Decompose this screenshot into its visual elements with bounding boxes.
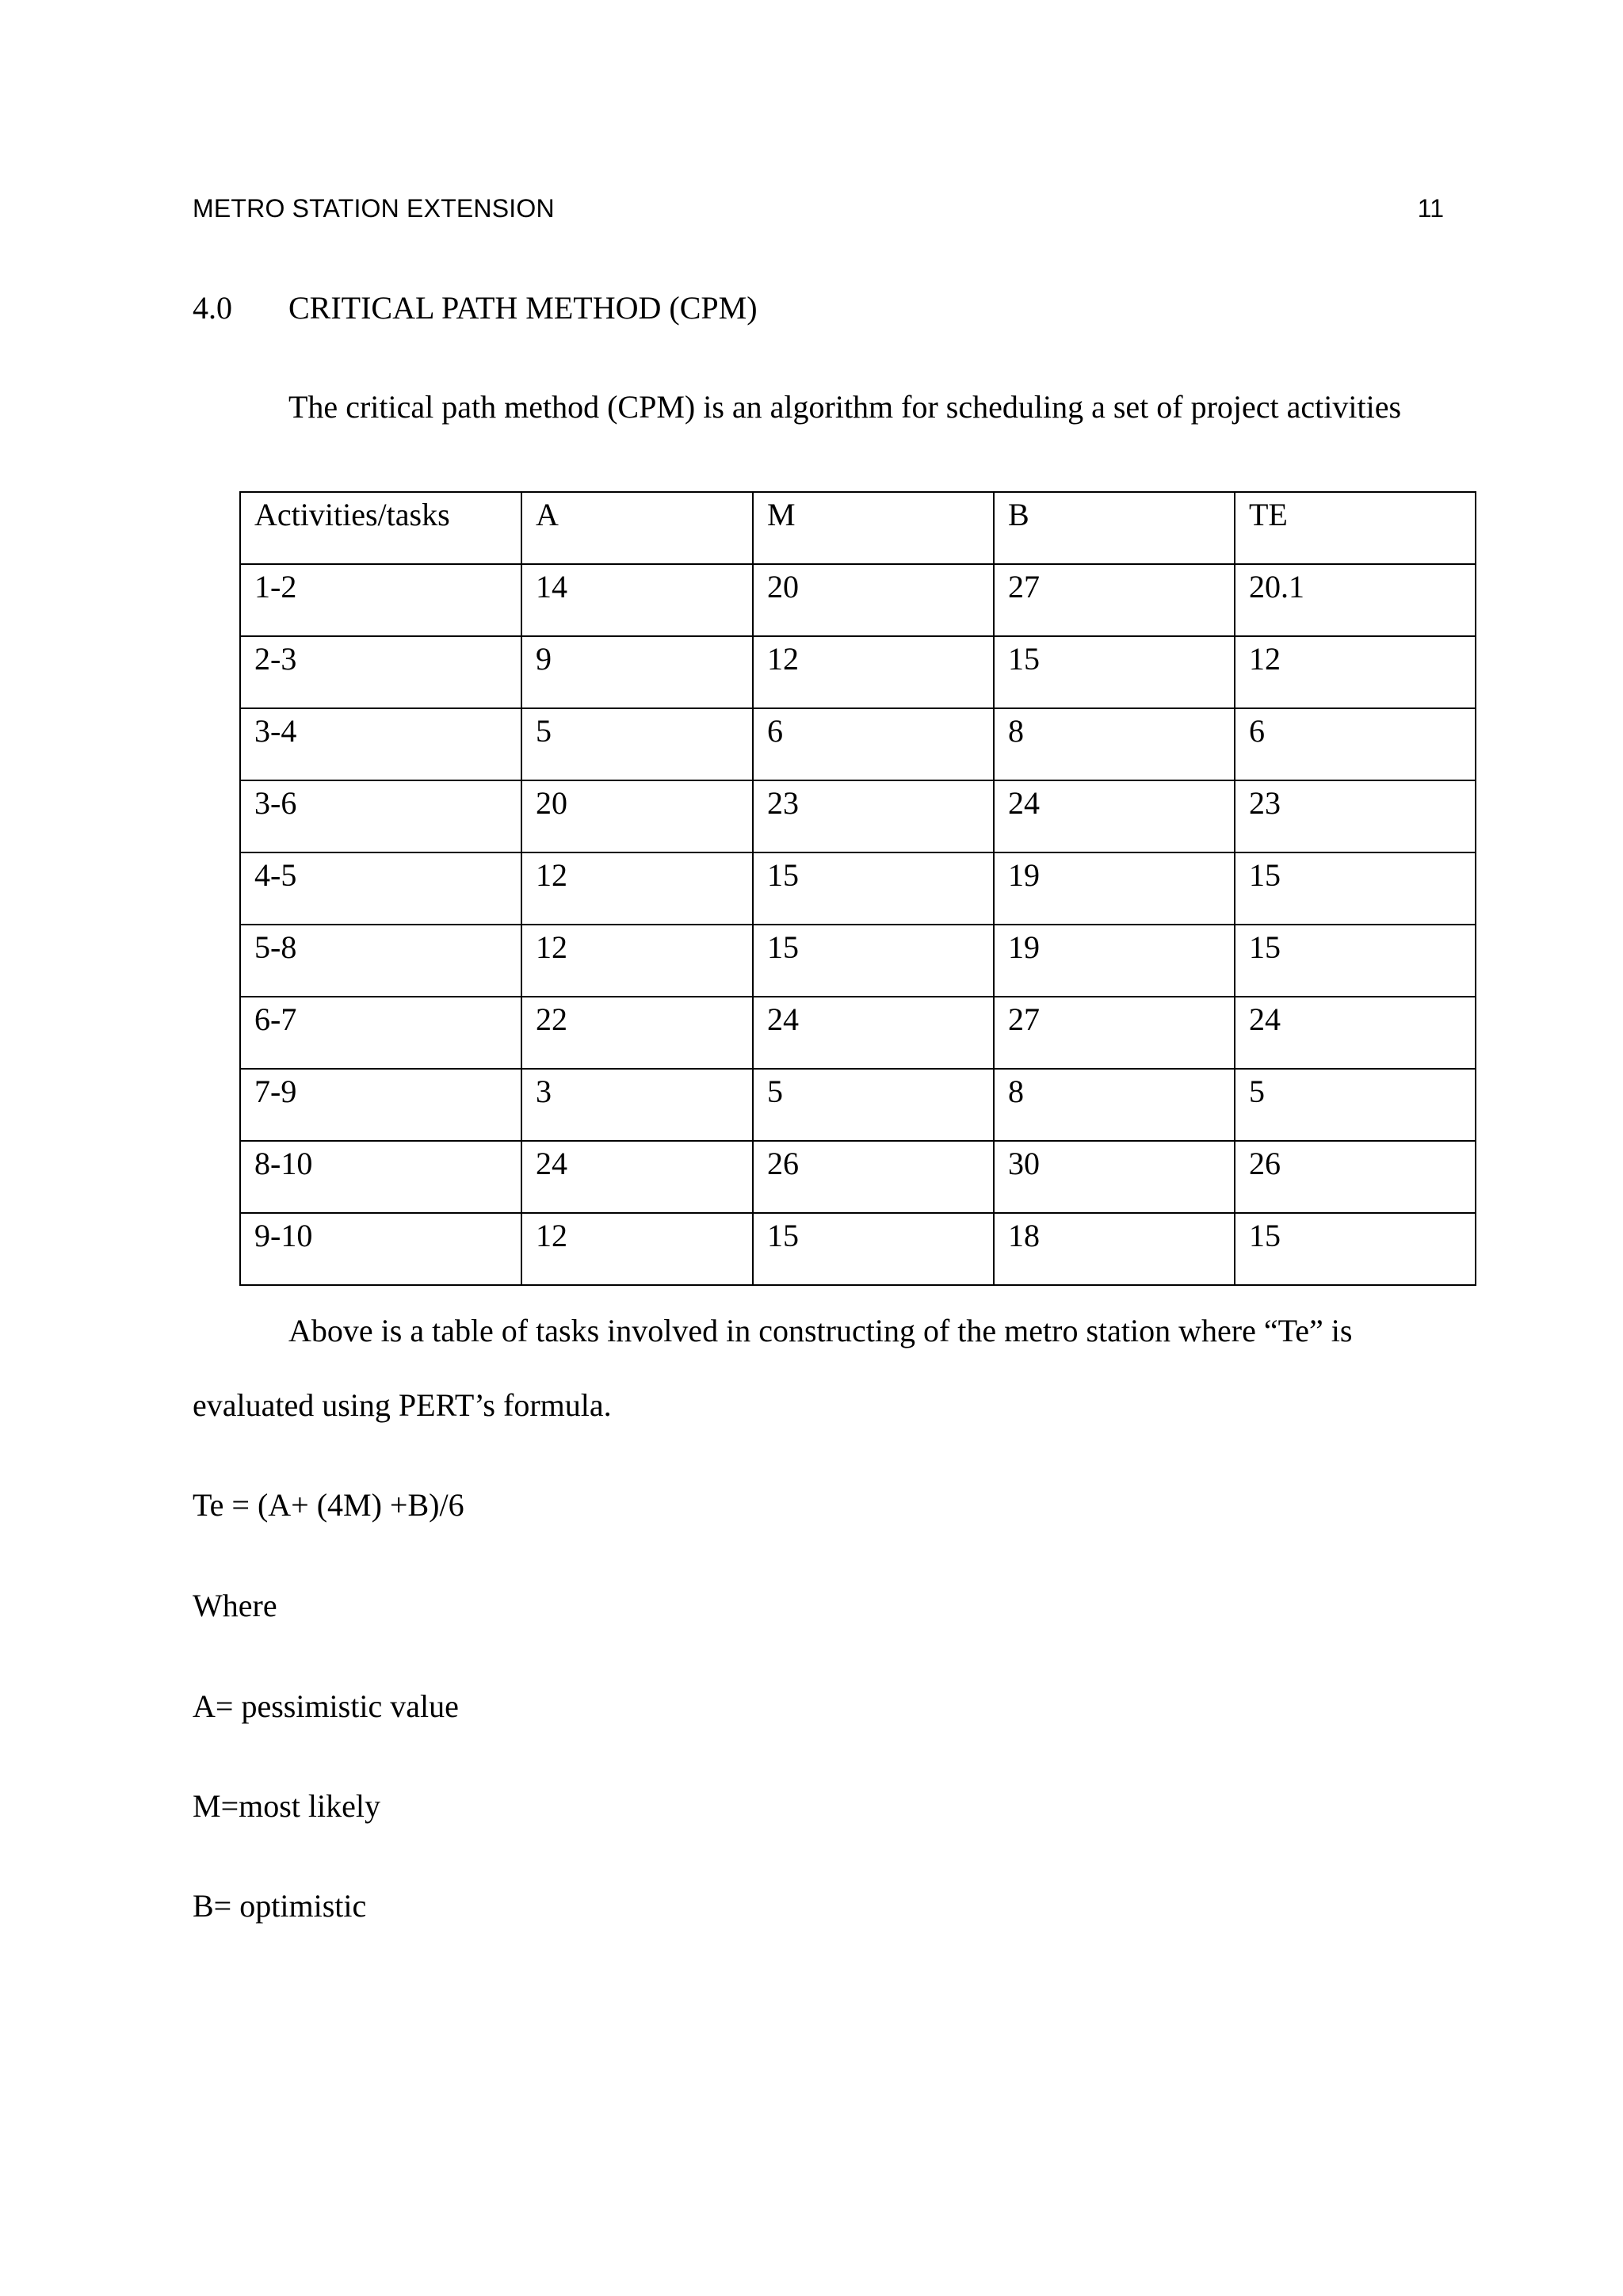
- table-caption-line-1: Above is a table of tasks involved in constructing of the metro station where “Te” is: [288, 1313, 1353, 1348]
- table-cell: 7-9: [240, 1069, 521, 1141]
- table-cell: 26: [1235, 1141, 1476, 1213]
- table-cell: 2-3: [240, 636, 521, 708]
- table-cell: 1-2: [240, 564, 521, 636]
- section-title: CRITICAL PATH METHOD (CPM): [288, 290, 758, 326]
- table-cell: 30: [994, 1141, 1235, 1213]
- table-cell: 3-6: [240, 780, 521, 852]
- column-header: M: [753, 492, 994, 564]
- table-row: [240, 564, 1476, 636]
- table-cell: 6: [753, 708, 994, 780]
- column-header: Activities/tasks: [240, 492, 521, 564]
- pert-table: [239, 491, 1476, 1286]
- table-cell: 15: [1235, 925, 1476, 997]
- table-cell: 20.1: [1235, 564, 1476, 636]
- table-row: [240, 925, 1476, 997]
- table-caption-line-2: evaluated using PERT’s formula.: [193, 1387, 612, 1423]
- table-cell: 9-10: [240, 1213, 521, 1285]
- table-cell: 22: [521, 997, 753, 1069]
- table-cell: 15: [753, 852, 994, 925]
- table-row: [240, 1213, 1476, 1285]
- page-number: 11: [1417, 194, 1444, 223]
- table-cell: 4-5: [240, 852, 521, 925]
- table-cell: 19: [994, 925, 1235, 997]
- definition-m: M=most likely: [193, 1788, 381, 1824]
- table-cell: 5: [521, 708, 753, 780]
- intro-paragraph: The critical path method (CPM) is an algorithm for scheduling a set of project activities: [288, 389, 1402, 425]
- table-cell: 18: [994, 1213, 1235, 1285]
- column-header: TE: [1235, 492, 1476, 564]
- table-cell: 9: [521, 636, 753, 708]
- table-cell: 27: [994, 564, 1235, 636]
- table-cell: 14: [521, 564, 753, 636]
- table-cell: 3-4: [240, 708, 521, 780]
- table-cell: 12: [753, 636, 994, 708]
- column-header: B: [994, 492, 1235, 564]
- table-row: [240, 1141, 1476, 1213]
- table-row: [240, 636, 1476, 708]
- table-cell: 15: [1235, 852, 1476, 925]
- table-cell: 12: [521, 852, 753, 925]
- table-cell: 24: [994, 780, 1235, 852]
- table-cell: 15: [753, 925, 994, 997]
- table-row: [240, 997, 1476, 1069]
- table-row: [240, 780, 1476, 852]
- table-row: [240, 1069, 1476, 1141]
- column-header: A: [521, 492, 753, 564]
- table-cell: 12: [521, 925, 753, 997]
- table-cell: 20: [521, 780, 753, 852]
- table-cell: 5: [753, 1069, 994, 1141]
- table-cell: 15: [753, 1213, 994, 1285]
- running-head: METRO STATION EXTENSION: [193, 194, 555, 223]
- table-cell: 26: [753, 1141, 994, 1213]
- section-number: 4.0: [193, 290, 232, 326]
- table-cell: 19: [994, 852, 1235, 925]
- table-cell: 15: [994, 636, 1235, 708]
- table-cell: 6-7: [240, 997, 521, 1069]
- table-row: [240, 708, 1476, 780]
- where-label: Where: [193, 1588, 277, 1623]
- table-cell: 15: [1235, 1213, 1476, 1285]
- table-cell: 20: [753, 564, 994, 636]
- table-cell: 24: [753, 997, 994, 1069]
- table-cell: 27: [994, 997, 1235, 1069]
- table-cell: 24: [521, 1141, 753, 1213]
- table-cell: 23: [1235, 780, 1476, 852]
- table-cell: 12: [521, 1213, 753, 1285]
- table-cell: 23: [753, 780, 994, 852]
- table-cell: 6: [1235, 708, 1476, 780]
- table-header-row: [240, 492, 1476, 564]
- table-cell: 8: [994, 1069, 1235, 1141]
- table-row: [240, 852, 1476, 925]
- table-cell: 5-8: [240, 925, 521, 997]
- table-cell: 8: [994, 708, 1235, 780]
- definition-a: A= pessimistic value: [193, 1688, 459, 1724]
- definition-b: B= optimistic: [193, 1888, 367, 1924]
- table-cell: 5: [1235, 1069, 1476, 1141]
- table-cell: 8-10: [240, 1141, 521, 1213]
- table-cell: 3: [521, 1069, 753, 1141]
- table-cell: 12: [1235, 636, 1476, 708]
- section-heading: [193, 289, 758, 326]
- pert-formula: Te = (A+ (4M) +B)/6: [193, 1487, 464, 1523]
- table-cell: 24: [1235, 997, 1476, 1069]
